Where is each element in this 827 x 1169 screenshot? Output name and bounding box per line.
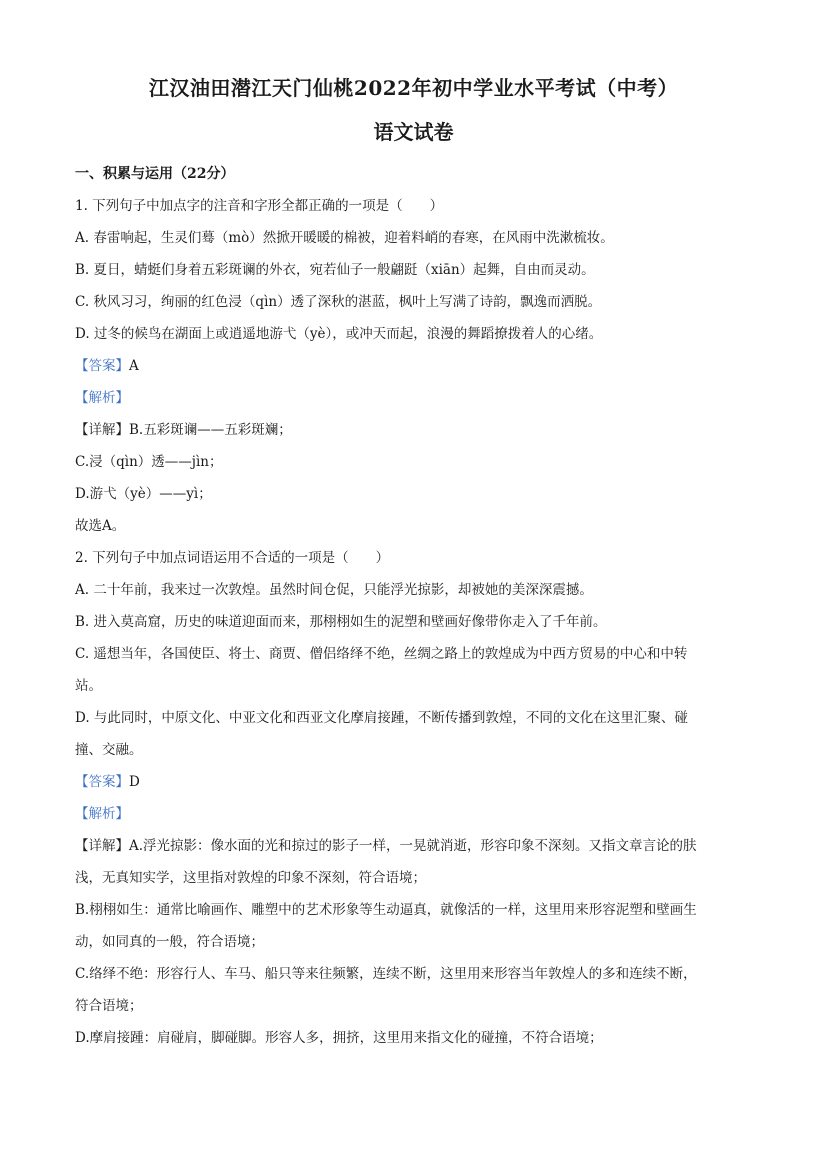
question-2-answer [75,766,755,798]
question-1-analysis [75,382,755,414]
detail-tag: 【详解】 [75,838,129,854]
question-2-detail-line: 符合语境； [75,998,143,1014]
question-1-detail-line: D.游弋（yè）——yì； [75,486,212,502]
detail-tag: 【详解】 [75,422,129,438]
section-heading: 一、积累与运用（22分） [75,166,235,182]
question-2-detail [75,830,755,862]
detail-text: A.浮光掠影：像水面的光和掠过的影子一样，一晃就消逝，形容印象不深刻。又指文章言论的肤 [129,838,697,854]
exam-subtitle: 语文试卷 [373,120,454,144]
document-body [75,158,755,1054]
question-2-detail-line: D.摩肩接踵：肩碰肩，脚碰脚。形容人多，拥挤，这里用来指文化的碰撞，不符合语境； [75,1030,603,1046]
question-1-option-d: D. 过冬的候鸟在湖面上或逍遥地游弋（yè），或冲天而起，浪漫的舞蹈撩拨着人的心绪。 [75,326,603,342]
answer-tag: 【答案】 [75,358,129,374]
question-1-option-c: C. 秋风习习，绚丽的红色浸（qìn）透了深秋的湛蓝，枫叶上写满了诗韵，飘逸而洒脱。 [75,294,602,310]
question-1-option-a: A. 春雷响起，生灵们蓦（mò）然掀开暖暖的棉被，迎着料峭的春寒，在风雨中洗漱梳妆。 [75,230,614,246]
question-2-detail-line: B.栩栩如生：通常比喻画作、雕塑中的艺术形象等生动逼真，就像活的一样，这里用来形容泥塑和壁画生 [75,902,697,918]
question-1-option-b: B. 夏日，蜻蜓们身着五彩斑谰的外衣，宛若仙子一般翩跹（xiān）起舞，自由而灵动。 [75,262,595,278]
exam-title: 江汉油田潜江天门仙桃2022年初中学业水平考试（中考） [148,76,679,100]
question-1-stem: 1. 下列句子中加点字的注音和字形全都正确的一项是（ ） [75,198,444,214]
question-2-option-c-cont: 站。 [75,678,102,694]
question-2-option-c: C. 遥想当年，各国使臣、将士、商贾、僧侣络绎不绝，丝绸之路上的敦煌成为中西方贸易的中心和中转 [75,646,688,662]
answer-tag: 【答案】 [75,774,129,790]
question-2-detail-line: 动，如同真的一般，符合语境； [75,934,264,950]
answer-value: D [129,774,140,790]
detail-text: B.五彩斑谰——五彩斑斓； [129,422,292,438]
analysis-tag: 【解析】 [75,390,129,406]
question-1-detail [75,414,755,446]
question-2-option-a: A. 二十年前，我来过一次敦煌。虽然时间仓促，只能浮光掠影，却被她的美深深震撼。 [75,582,593,598]
question-1-conclusion: 故选A。 [75,518,126,534]
answer-value: A [129,358,139,374]
question-2-option-d-cont: 撞、交融。 [75,742,143,758]
question-2-analysis [75,798,755,830]
question-2-detail-line: 浅，无真知实学，这里指对敦煌的印象不深刻，符合语境； [75,870,426,886]
question-1-detail-line: C.浸（qìn）透——jìn； [75,454,223,470]
question-2-detail-line: C.络绎不绝：形容行人、车马、船只等来往频繁，连续不断，这里用来形容当年敦煌人的多和连续不断， [75,966,697,982]
question-1-answer [75,350,755,382]
question-2-option-d: D. 与此同时，中原文化、中亚文化和西亚文化摩肩接踵，不断传播到敦煌，不同的文化在这里汇聚、碰 [75,710,688,726]
question-2-stem: 2. 下列句子中加点词语运用不合适的一项是（ ） [75,550,390,566]
question-2-option-b: B. 进入莫高窟，历史的味道迎面而来，那栩栩如生的泥塑和壁画好像带你走入了千年前。 [75,614,607,630]
analysis-tag: 【解析】 [75,806,129,822]
